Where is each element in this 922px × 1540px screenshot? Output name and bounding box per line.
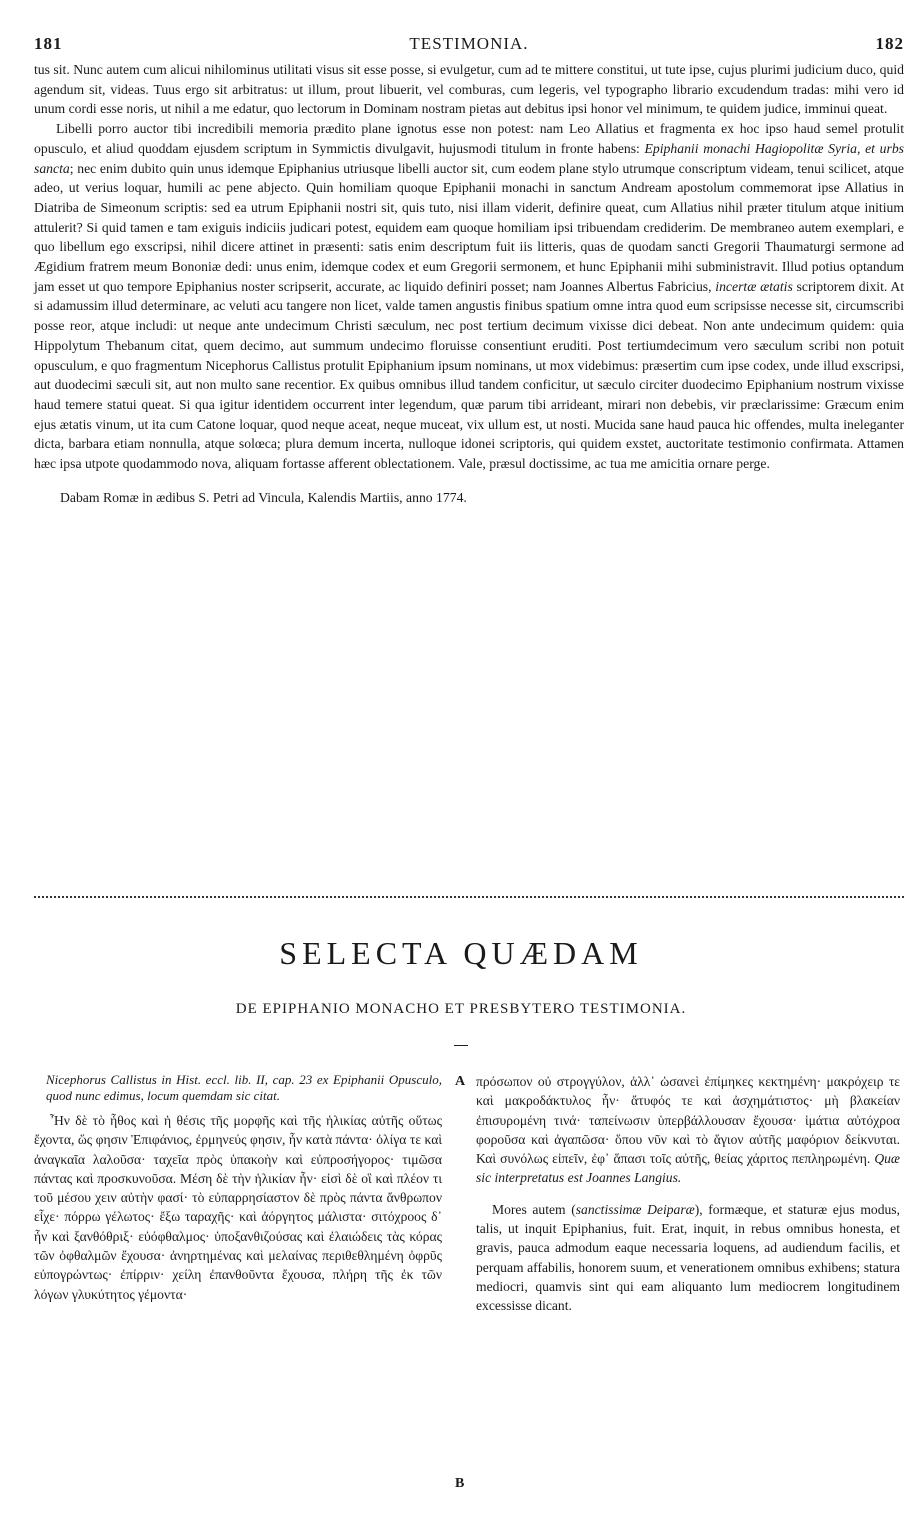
italic-title: Epiphanii monachi Hagiopolitæ Syria, et urbs sancta (34, 140, 904, 176)
italic-phrase: sanctissimæ Deiparæ (575, 1201, 695, 1217)
text-run: Mores autem ( (492, 1201, 576, 1217)
source-note: Nicephorus Callistus in Hist. eccl. lib. II, cap. 23 ex Epiphanii Opusculo, quod nunc edimus, locum quemdam sic citat. (46, 1072, 442, 1103)
text-run: Libelli porro auctor tibi incredibili memoria prædito plane ignotus esse non potest: nam Leo Allatius et fragmenta ex hoc ipso haud semel protulit opusculo, et aliud quoddam ejusdem scriptum in Symmictis divulgavit, hujusmodi titulum in fronte habens: (34, 121, 904, 156)
left-column (34, 1072, 442, 1304)
greek-text-left: Ἦν δὲ τὸ ἦθος καὶ ἡ θέσις τῆς μορφῆς καὶ τῆς ἡλικίας αὐτῆς οὕτως ἔχοντα, ὥς φησιν Ἐπιφάνιος, ἐρμηνεύς φησιν, ἦν κατὰ πάντα· ὀλίγα τε καὶ ἀναγκαῖα λαλοῦσα· ταχεῖα πρὸς ὑπακοὴν καὶ εὐπροσήγορος· τιμῶσα πάντας καὶ προσκυνοῦσα. Μέση δὲ τὴν ἡλικίαν ἦν· εἰσὶ δὲ οἳ καὶ πλέον τι τοῦ μέσου χειν αὐτὴν φασί· τὸ εὐπαρρησίαστον δὲ πρὸς πάντα ἄνθρωπον εἶχε· πόρρω γέλωτος· ἔξω ταραχῆς· καὶ ἀόργητος μάλιστα· σιτόχροος δ᾽ ἦν καὶ ξανθόθριξ· εὐόφθαλμος· ὑποξανθιζούσας καὶ ἐλαιώδεις τὰς κόρας τῶν ὀφθαλμῶν ἔχουσα· ἀνηρτημένας καὶ μελαίνας περιθεθλημένη ὀφρῦς εὐπογρώντως· ἐπίρριν· χείλη ἐπανθοῦντα ἔχουσα, πλήρη τῆς ἐκ τῶν λόγων γλυκύτητος γέμοντα· (34, 1113, 442, 1302)
greek-text-right (476, 1072, 900, 1188)
right-column (476, 1072, 900, 1316)
page-number-right: 182 (875, 34, 904, 53)
dateline: Dabam Romæ in ædibus S. Petri ad Vincula, Kalendis Martiis, anno 1774. (60, 489, 467, 505)
latin-translation (476, 1200, 900, 1316)
section-subtitle: DE EPIPHANIO MONACHO ET PRESBYTERO TESTIMONIA. (235, 1001, 687, 1017)
text-run: scriptorem dixit. At si adamussim illud determinare, ac veluti acu tangere non licet, valde tamen angustis finibus spatium omne intra quod eum scripsisse necesse sit, circumscribi posse reor, atque includi: ut neque ante undecimum Christi sæculum, nec post tertium decimum vixisse dici debeat. Non ante undecimum quidem: quia Hippolytum Thebanum citat, quem decimo, aut summum undecimo floruisse consentiunt eruditi. Post tertiumdecimum vero sæculum scribi non potuit opusculum, e quo fragmentum Nicephorus Callistus protulit Epiphanium ipsum nominans, ut mox videbimus: præsertim cum ipse codex, unde illud exscripsi, aut duodecimi sæculi sit, aut non multo sane recentior. Ex quibus omnibus illud tandem conficitur, ut sæculo circiter duodecimo Epiphanium nostrum vixisse haud temere statui queat. Si qua igitur identidem occurrent inter legendum, quæ parum tibi arrideant, mirari non debebis, vir præclarissime: Græcum enim ejus ætatis vinum, ut ita cum Catone loquar, quod neque aceat, neque muceat, vix ullum est, ut nosti. Mucida sane haud pauca hic offendes, multa ineleganter dicta, barbara etiam nonnulla, atque solœca; plura demum incerta, nulloque idonei scriptoris, qui quidem exstet, auctoritate testimonio confirmata. Attamen hæc ipsa utpote quodammodo nova, aliquam fortasse afferent oblectationem. Vale, præsul doctissime, ac tua me amicitia ornare perge. (34, 278, 905, 472)
running-title: TESTIMONIA. (409, 34, 529, 53)
dotted-divider (34, 896, 904, 898)
short-divider (454, 1045, 468, 1046)
section-title: SELECTA QUÆDAM (279, 935, 643, 971)
column-marker-b: B (455, 1476, 465, 1491)
text-run: πρόσωπον οὐ στρογγύλον, ἀλλ᾽ ὡσανεὶ ἐπίμηκες κεκτημένη· μακρόχειρ τε καὶ μακροδάκτυλος ἦν· ἄτυφός τε καὶ ἀσχημάτιστος· μὴ βλακείαν ἐπισυρομένη τινά· ταπείνωσιν ὑπερβάλλουσαν ἔχουσα· ἱμάτια αὐτόχροα φοροῦσα καὶ ἀγαπῶσα· ὅπου νῦν καὶ τὸ ἅγιον αὐτῆς μαφόριον δείκνυται. Καὶ συνόλως εἰπεῖν, ἐφ᾽ ἅπασι τοῖς αὐτῆς, θείας χάριτος πεπληρωμένη. (476, 1074, 900, 1167)
running-head (34, 34, 904, 56)
letter-text (34, 60, 904, 507)
letter-paragraph-1: tus sit. Nunc autem cum alicui nihilominus utilitati visus sit esse posse, si evulgetur, cum ad te mittere constitui, ut tute ipse, cujus plurimi judicium duco, quid agendum sit, videas. Tuus ergo sit arbitratus: ut illum, prout libuerit, vel comburas, cum legeris, vel typographo librario excudendum tradas: mihi vero id unum cordi esse noris, ut nihil a me edatur, quo lectorum in Dominam nostram pietas aut debitus ipsi honor vel minimum, te quidem judice, imminui queat. (34, 62, 904, 117)
translator-note: Quæ sic interpretatus est Joannes Langius. (476, 1151, 900, 1186)
letter-paragraph-2 (34, 119, 904, 474)
text-run: ), formæque, et staturæ ejus modus, talis, ut inquit Epiphanius, fuit. Erat, inquit, in rebus omnibus honesta, et gravis, pauca admodum eaque necessaria loquens, ad audiendum facilis, et perquam affabilis, honorem suum, et venerationem omnibus exhibens; statura mediocri, quamvis sint qui eam aliquanto lum mediocrem longitudinem excessisse dicant. (476, 1201, 900, 1314)
page-number-left: 181 (34, 34, 63, 53)
text-run: ; nec enim dubito quin unus idemque Epiphanius utriusque libelli auctor sit, cum eodem plane stylo utrumque conscriptum videam, tenui scilicet, atque adeo, ut verius loquar, humili ac pene abjecto. Quin homiliam quoque Epiphanii monachi in sanctum Andream apostolum commemorat ipse Allatius in Diatriba de Simeonum scriptis: sed ea utrum Epiphanii nostri sit, quis tuto, nisi illam viderit, definire queat, cum Allatius nihil præter titulum atque initium attulerit? Si quid tamen e tam exiguis indiciis judicari potest, equidem eam quoque homiliam ipsi tribuendam crediderim. De membraneo autem exemplari, e quo libellum ego exscripsi, nihil dicere attinet in præsenti: satis enim descriptum fuit iis litteris, quas de quodam sancti Gregorii Thaumaturgi sermone ad Ægidium fratrem meum Bononiæ dedi: unus enim, idemque codex et eum Gregorii sermonem, et hunc Epiphanii mihi subministravit. Illud potius optandum jam esset ut quo tempore Epiphanius noster scripserit, accurate, ac liquido definiri posset; nam Joannes Albertus Fabricius, (34, 160, 904, 294)
column-marker-a: A (455, 1074, 466, 1089)
italic-phrase: incertæ ætatis (715, 278, 793, 294)
